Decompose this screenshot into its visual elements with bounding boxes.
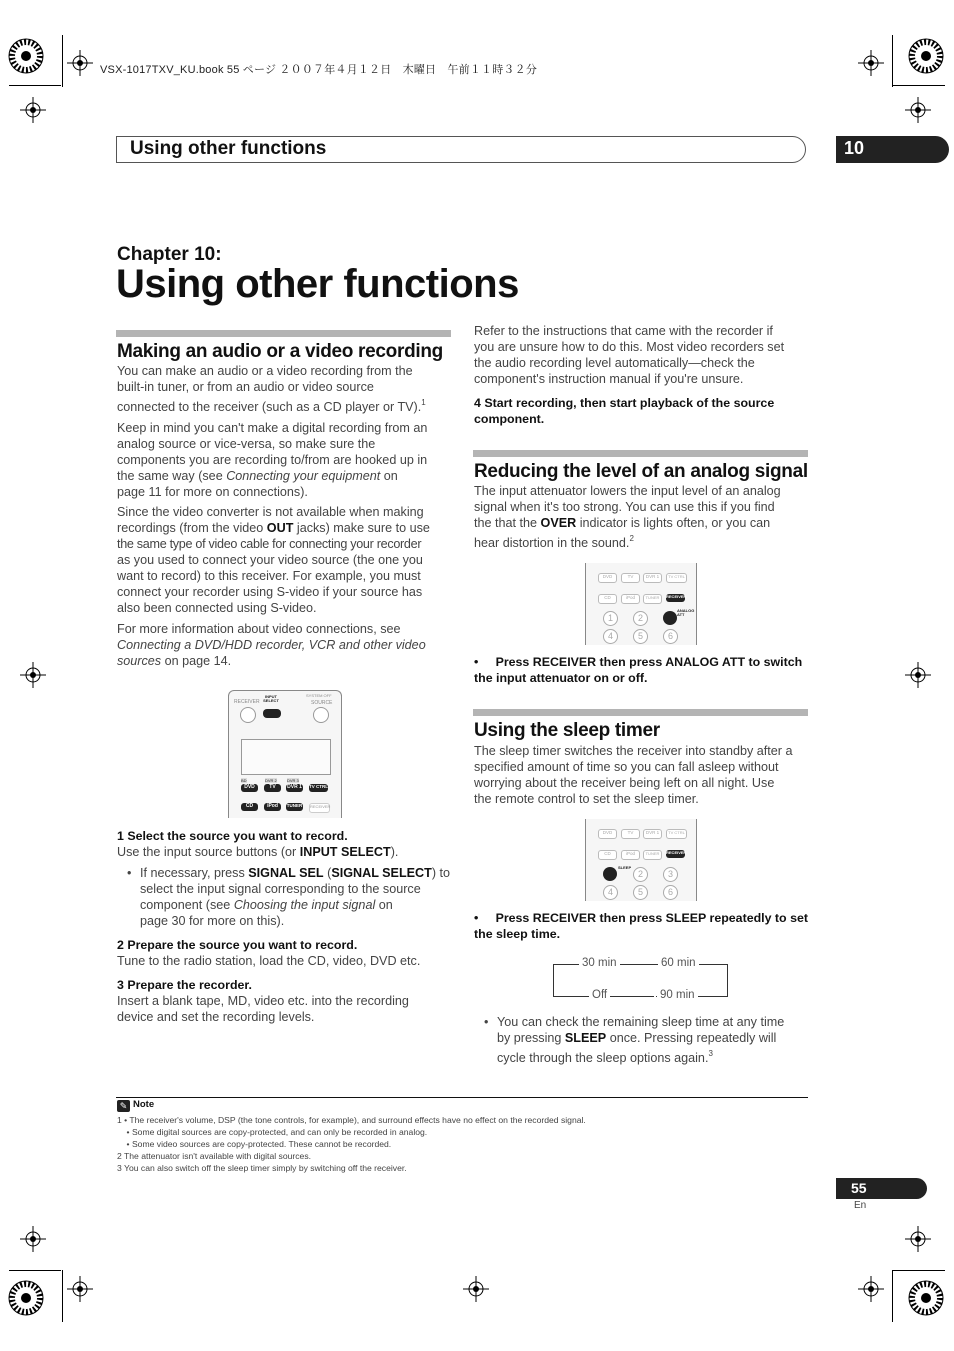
remote-button-ipod: iPod [621,594,640,604]
text-line: the audio recording level automatically—check the [474,356,755,370]
paragraph [117,504,457,616]
remote-button-cd: CD [598,594,617,604]
remote-key-3: 3 [663,867,678,882]
text-line: Press RECEIVER then press SLEEP repeatedly to set [495,911,808,925]
remote-key-1: 1 [603,611,618,626]
remote-button-tuner: TUNER [643,850,662,860]
text-line: The sleep timer switches the receiver into standby after a [474,744,793,758]
text-line: page 30 for more on this). [140,914,285,928]
bullet-icon: • [474,655,496,669]
section-heading-recording: Making an audio or a video recording [117,341,443,362]
key-term: SLEEP [564,1031,607,1045]
paragraph [474,743,814,807]
section-bar [473,709,808,716]
remote-button-receiver: RECEIVER [666,850,685,858]
text-line: The input attenuator lowers the input level of an analog [474,484,781,498]
text-line: the same way (see [117,469,227,483]
text-line: signal when it's too strong. You can use this if you find [474,500,775,514]
chapter-tab-number: 10 [844,138,865,158]
sleep-option: 60 min [658,957,699,969]
remote-button-tuner: TUNER [286,803,303,811]
remote-button-tvctrl: TV CTRL [666,829,687,839]
remote-button-dvd: DVD [598,829,617,839]
notes-title: Note [133,1099,155,1110]
text-line: Insert a blank tape, MD, video etc. into the recording [117,994,409,1008]
remote-key-5: 5 [633,629,648,644]
registration-circle-icon [908,1280,944,1316]
note-line: • Some video sources are copy-protected. These cannot be recorded. [117,1139,392,1149]
text-line: worrying about the receiver being left on all night. Use [474,776,775,790]
paragraph [474,483,814,550]
text-line: You can check the remaining sleep time at any time [497,1015,785,1029]
paragraph [474,323,814,387]
remote-label: ANALOG ATT [677,608,695,617]
text-line: by pressing [497,1031,565,1045]
section-bar [473,450,808,457]
remote-key-2: 2 [633,867,648,882]
text-line: components you are recording to/from are hooked up in [117,453,428,467]
bullet-instruction [474,654,802,686]
note-line: • Some digital sources are copy-protected, and can only be recorded in analog. [117,1127,428,1137]
crop-mark [892,35,893,87]
text-line: the same type of video cable for connecting your recorder [117,537,422,551]
remote-label: SYSTEM OFF [306,693,332,698]
bullet-icon: • [127,866,132,880]
text-line: cycle through the sleep options again. [497,1051,709,1065]
page-number: 55 [851,1180,867,1196]
crop-mark [62,35,63,87]
remote-label: SOURCE [311,700,333,706]
sleep-option: 30 min [579,957,620,969]
power-button [240,707,256,723]
crop-mark [892,1270,893,1322]
sleep-option: 90 min [657,989,698,1001]
registration-circle-icon [8,38,44,74]
crosshair-mark-icon [67,50,93,76]
step-heading [474,395,774,427]
input-select-button [263,709,281,718]
bullet-icon: • [474,911,496,925]
crop-mark [62,1270,63,1322]
remote-key-4: 4 [603,629,618,644]
crop-mark [893,1270,945,1271]
text-line: Refer to the instructions that came with the recorder if [474,324,773,338]
text-line: If necessary, press [140,866,249,880]
crop-mark [893,85,945,86]
remote-label: SLEEP [618,865,632,870]
text-line: the input attenuator on or off. [474,671,648,685]
paragraph [117,993,409,1025]
remote-label: INPUT SELECT [263,694,279,703]
remote-display [241,739,331,775]
text-line: the sleep time. [474,927,561,941]
crosshair-mark-icon [858,50,884,76]
footnote-ref: 1 [421,398,426,407]
text-line: specified amount of time so you can fall asleep without [474,760,779,774]
language-code: En [854,1200,867,1211]
chapter-label: Chapter 10: [117,244,222,265]
text-line: Keep in mind you can't make a digital recording from an [117,421,428,435]
remote-illustration [585,563,697,645]
remote-illustration [228,690,342,818]
running-head-title: Using other functions [130,138,327,159]
text-line: want to record) to this receiver. For example, you must [117,569,421,583]
bullet-item [484,1014,817,1065]
remote-label: DVR 2 [265,778,277,783]
text-line: Use the input source buttons (or [117,845,300,859]
text-line: ) to [431,866,451,880]
remote-button-tv: TV [621,573,640,583]
text-line: on page 14. [161,654,232,668]
sleep-option: Off [589,989,610,1001]
step-heading: 2 Prepare the source you want to record. [117,938,358,952]
remote-button-tvctrl: TV CTRL [666,573,687,583]
remote-button-dvr1: DVR 1 [643,573,662,583]
analog-att-button [663,611,677,625]
chapter-tab [836,136,949,163]
cross-reference: Choosing the input signal [233,898,376,912]
remote-button-receiver: RECEIVER [309,803,330,813]
bullet-instruction [474,910,808,942]
text-line: ). [390,845,399,859]
remote-label: BD [241,778,247,783]
text-line: ( [323,866,332,880]
text-line: indicator is lights often, or you can [576,516,771,530]
remote-button-receiver: RECEIVER [666,594,685,602]
footnote-ref: 3 [708,1049,713,1058]
section-heading-analog: Reducing the level of an analog signal [474,461,808,482]
text-line: component (see [140,898,234,912]
remote-button-ipod: iPod [264,803,281,811]
remote-button-tuner: TUNER [643,594,662,604]
text-line: Press RECEIVER then press ANALOG ATT to switch [495,655,803,669]
page-number-tab [836,1178,927,1199]
paragraph [117,621,457,669]
text-line: connect your recorder using S-video if your source has [117,585,423,599]
key-term: SIGNAL SEL [248,866,324,880]
remote-label: RECEIVER [234,699,260,705]
sleep-cycle-diagram [553,957,728,1001]
cross-reference: Connecting your equipment [226,469,381,483]
crosshair-mark-icon [67,1276,93,1302]
remote-key-4: 4 [603,885,618,900]
remote-button-cd: CD [598,850,617,860]
footnote-ref: 2 [629,534,634,543]
text-line: analog source or vice-versa, so make sure the [117,437,376,451]
bullet-item [127,865,455,929]
crosshair-mark-icon [20,662,46,688]
step-heading: 1 Select the source you want to record. [117,829,348,843]
section-heading-sleep: Using the sleep timer [474,720,660,741]
text-line: You can make an audio or a video recording from the [117,364,413,378]
text-line: 4 Start recording, then start playback of the source [474,396,775,410]
remote-button-dvd: DVD [598,573,617,583]
text-line: on [375,898,393,912]
crosshair-mark-icon [905,1226,931,1252]
text-line: the that the [474,516,541,530]
remote-key-5: 5 [633,885,648,900]
section-bar [116,330,451,337]
step-heading: 3 Prepare the recorder. [117,978,252,992]
text-line: built-in tuner, or from an audio or video source [117,380,374,394]
remote-button-tvctrl: TV CTRL [309,784,328,792]
remote-button-dvd: DVD [241,784,258,792]
crop-mark [9,85,61,86]
note-line: 1 • The receiver's volume, DSP (the tone controls, for example), and surround effects have no effect on the recorded signal. [117,1115,586,1125]
cross-reference: sources [117,654,162,668]
text-line: For more information about video connections, see [117,622,401,636]
print-header: VSX-1017TXV_KU.book 55 ページ ２００７年４月１２日 木曜日 午前１１時３２分 [100,64,538,76]
running-head [116,136,806,163]
crosshair-mark-icon [20,1226,46,1252]
remote-button-dvr1: DVR 1 [287,784,302,790]
remote-button-tv: TV [621,829,640,839]
remote-button-dvr1: DVR 1 [643,829,662,839]
text-line: page 11 for more on connections). [117,485,308,499]
registration-circle-icon [8,1280,44,1316]
cross-reference: Connecting a DVD/HDD recorder, VCR and other video [117,638,426,652]
text-line: select the input signal corresponding to the source [140,882,421,896]
text-line: as you used to connect your video source (the one you [117,553,423,567]
text-line: device and set the recording levels. [117,1010,315,1024]
note-icon: ✎ [117,1100,130,1112]
remote-key-6: 6 [663,885,678,900]
arrow-line [624,965,656,966]
note-line: 3 You can also switch off the sleep timer simply by switching off the receiver. [117,1163,407,1173]
paragraph [117,363,457,414]
paragraph [117,844,398,860]
crosshair-mark-icon [463,1276,489,1302]
text-line: connected to the receiver (such as a CD player or TV). [117,400,422,414]
text-line: the remote control to set the sleep timer. [474,792,699,806]
text-line: Since the video converter is not available when making [117,505,424,519]
bullet-icon: • [484,1015,489,1029]
paragraph: Tune to the radio station, load the CD, video, DVD etc. [117,954,421,968]
arrow-line [614,996,654,997]
power-button [313,707,329,723]
text-line: on [380,469,398,483]
remote-key-2: 2 [633,611,648,626]
crosshair-mark-icon [20,97,46,123]
remote-illustration [585,819,697,901]
crosshair-mark-icon [905,97,931,123]
key-term: INPUT SELECT [299,845,391,859]
text-line: jacks) make sure to use [293,521,430,535]
text-line: recordings (from the video [117,521,267,535]
text-line: component's instruction manual if you're unsure. [474,372,744,386]
paragraph [117,420,457,500]
chapter-title: Using other functions [116,262,519,306]
registration-circle-icon [908,38,944,74]
text-line: also been connected using S-video. [117,601,317,615]
remote-button-ipod: iPod [621,850,640,860]
note-line: 2 The attenuator isn't available with digital sources. [117,1151,311,1161]
notes-rule [116,1097,808,1098]
arrow-line [626,964,654,965]
remote-button-cd: CD [241,803,258,811]
text-line: once. Pressing repeatedly will [606,1031,777,1045]
crosshair-mark-icon [905,662,931,688]
key-term: SIGNAL SELECT [331,866,432,880]
remote-button-tv: TV [264,784,281,792]
key-term: OUT [266,521,294,535]
text-line: hear distortion in the sound. [474,536,630,550]
text-line: component. [474,412,545,426]
text-line: you are unsure how to do this. Most video recorders set [474,340,785,354]
remote-label: DVR 3 [287,778,299,783]
key-term: OVER [540,516,577,530]
sleep-button [603,867,617,881]
remote-key-6: 6 [663,629,678,644]
crosshair-mark-icon [858,1276,884,1302]
crop-mark [9,1270,61,1271]
